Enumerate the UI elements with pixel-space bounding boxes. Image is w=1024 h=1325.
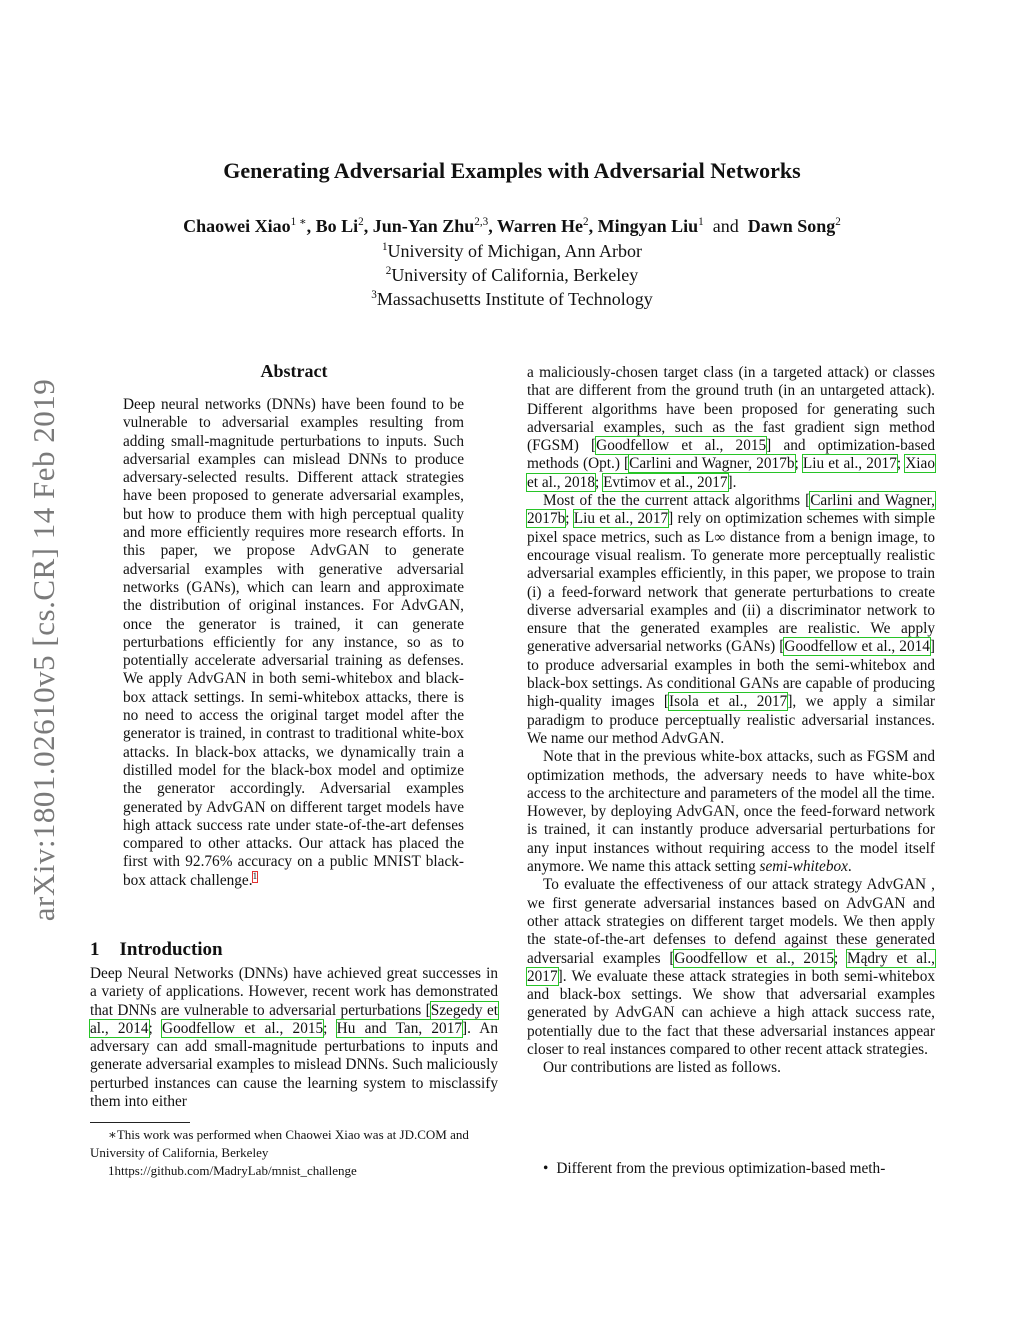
and-word: and — [712, 216, 739, 236]
abstract-text: Deep neural networks (DNNs) have been found to be vulnerable to adversarial examples resulting from adding small-magnitude perturbations to inputs. Such adversarial examples can mislead DNNs to produce adversary-selected results. Different attack strategies have been proposed to generate adversarial examples, but how to produce them with high perceptual quality and more efficiently requires more research efforts. In this paper, we propose AdvGAN to generate adversarial examples with generative adversarial networks (GANs), which can learn and approximate the distribution of original instances. For AdvGAN, once the generator is trained, it can generate perturbations efficiently for any instance, so as to potentially accelerate adversarial training as defenses. We apply AdvGAN in both semi-whitebox and black-box attack settings. In semi-whitebox attacks, there is no need to access the original target model after the generator is trained, in contrast to traditional white-box attacks. In black-box attacks, we dynamically train a distilled model for the black-box model and optimize the generator accordingly. Adversarial examples generated by AdvGAN on different target models have high attack success rate under state-of-the-art defenses compared to other attacks. Our attack has placed the first with 92.76% accuracy on a public MNIST black-box attack challenge. — [123, 396, 464, 889]
footnote-rule — [90, 1122, 190, 1123]
author-sup: 2 — [358, 216, 364, 228]
citation-link[interactable]: Xiao et al., 2018 — [527, 455, 935, 491]
citation-link[interactable]: Mądry et al., 2017 — [527, 949, 935, 985]
bullet-icon: • — [543, 1160, 549, 1177]
author-name: Jun-Yan Zhu — [372, 216, 475, 236]
paragraph: Most of the the current attack algorithms [Carlini and Wagner, 2017b; Liu et al., 2017] rely on optimization schemes with simple pixel space metrics, such as L∞ distance from a benign image, to encourage visual realism. To generate more perceptually realistic adversarial examples efficiently, in this paper, we propose to train (i) a feed-forward network that generate perturbations to create diverse adversarial examples and (ii) a discriminator network to ensure that the generated examples are realistic. We apply generative adversarial networks (GANs) [Goodfellow et al., 2014] to produce adversarial examples in both the semi-whitebox and black-box settings. As conditional GANs are capable of producing high-quality images [Isola et al., 2017], we apply a similar paradigm to produce perceptually realistic adversarial instances. We name our method AdvGAN. — [527, 492, 935, 747]
author-name: Dawn Song — [747, 216, 836, 236]
author-sup: 2,3 — [474, 216, 489, 228]
footnotes — [90, 1126, 498, 1180]
citation-link[interactable]: Isola et al., 2017 — [669, 693, 788, 711]
citation-link[interactable]: Liu et al., 2017 — [802, 455, 897, 473]
introduction-body: Deep Neural Networks (DNNs) have achieved great successes in a variety of applications. However, recent work has demonstrated that DNNs are vulnerable to adversarial perturbations [Szegedy et al., 2014; Goodfellow et al., 2015; Hu and Tan, 2017]. An adversary can add small-magnitude perturbations to inputs and generate adversarial examples to mislead DNNs. Such maliciously perturbed instances can cause the learning system to misclassify them into either — [90, 965, 499, 1111]
paragraph: Note that in the previous white-box attacks, such as FGSM and optimization methods, the adversary needs to have white-box access to the architecture and parameters of the model all the time. However, by deploying AdvGAN, once the feed-forward network is trained, it can instantly produce adversarial perturbations for any input instances without requiring access to the model itself anymore. We name this attack setting semi-whitebox. — [527, 748, 935, 876]
section-title: Introduction — [119, 939, 223, 960]
paragraph: Our contributions are listed as follows. — [543, 1059, 781, 1077]
footnote-ref-1[interactable]: 1 — [252, 871, 258, 882]
citation-link[interactable]: Goodfellow et al., 2015 — [162, 1019, 324, 1037]
paragraph: a maliciously-chosen target class (in a targeted attack) or classes that are different from the ground truth (in an untargeted attack). Different algorithms have been proposed for generating such adversarial examples, such as the fast gradient sign method (FGSM) [Goodfellow et al., 2015] and optimization-based methods (Opt.) [Carlini and Wagner, 2017b; Liu et al., 2017; Xiao et al., 2018; Evtimov et al., 2017]. — [527, 364, 935, 491]
abstract-heading: Abstract — [260, 361, 328, 381]
section-number: 1 — [90, 939, 100, 960]
arxiv-sidebar-stamp — [22, 350, 66, 950]
citation-link[interactable]: Carlini and Wagner, 2017b — [629, 455, 795, 473]
author-list: Chaowei Xiao$^{1 ∗}$, Bo Li$^2$, Jun-Yan Zhu$^{2,3}$, Warren He$^2$, Mingyan Liu$^1$ and Dawn Song$^2$ — [183, 216, 841, 236]
author-sup: 2 — [835, 216, 841, 228]
right-column-body — [527, 364, 935, 1078]
author-name: Bo Li — [315, 216, 359, 236]
author-name: Mingyan Liu — [597, 216, 699, 236]
citation-link[interactable]: Carlini and Wagner, 2017b — [527, 492, 935, 528]
citation-link[interactable]: Goodfellow et al., 2015 — [596, 437, 767, 455]
footnote-star: ∗This work was performed when Chaowei Xiao was at JD.COM and University of California, Berkeley — [90, 1127, 469, 1160]
arxiv-id: arXiv:1801.02610v5 [cs.CR] 14 Feb 2019 — [26, 378, 61, 922]
bullet-text: Different from the previous optimization-based meth- — [556, 1160, 886, 1177]
citation-link[interactable]: Goodfellow et al., 2015 — [674, 949, 835, 967]
author-sup: 1 — [698, 216, 704, 228]
author-name: Chaowei Xiao — [183, 216, 291, 236]
affiliation: $^3$Massachusetts Institute of Technology — [371, 289, 653, 309]
citation-link[interactable]: Goodfellow et al., 2014 — [784, 638, 930, 656]
citation-link[interactable]: Liu et al., 2017 — [573, 510, 669, 528]
author-sup: 1 ∗ — [290, 216, 307, 228]
citation-link[interactable]: Evtimov et al., 2017 — [603, 473, 728, 491]
author-sup: 2 — [583, 216, 589, 228]
author-name: Warren He — [496, 216, 584, 236]
contribution-bullet — [543, 1160, 935, 1178]
affiliation: $^2$University of California, Berkeley — [385, 265, 639, 285]
abstract-body — [123, 396, 464, 890]
paragraph: To evaluate the effectiveness of our attack strategy AdvGAN , we first generate adversarial instances based on AdvGAN and other attack strategies on different target models. We then apply the state-of-the-art defenses to defend against these generated adversarial examples [Goodfellow et al., 2015; Mądry et al., 2017]. We evaluate these attack strategies in both semi-whitebox and black-box settings. We show that adversarial examples generated by AdvGAN can achieve a high attack success rate, potentially due to the fact that these adversarial instances appear closer to real instances compared to other recent attack strategies. — [527, 876, 935, 1058]
citation-link[interactable]: Hu and Tan, 2017 — [336, 1019, 462, 1037]
section-heading-introduction — [90, 939, 223, 961]
footnote-1: 1https://github.com/MadryLab/mnist_challenge — [108, 1163, 357, 1178]
citation-link[interactable]: Szegedy et al., 2014 — [90, 1001, 498, 1037]
affiliation: $^1$University of Michigan, Ann Arbor — [381, 241, 643, 261]
paper-title: Generating Adversarial Examples with Adversarial Networks — [223, 158, 801, 183]
